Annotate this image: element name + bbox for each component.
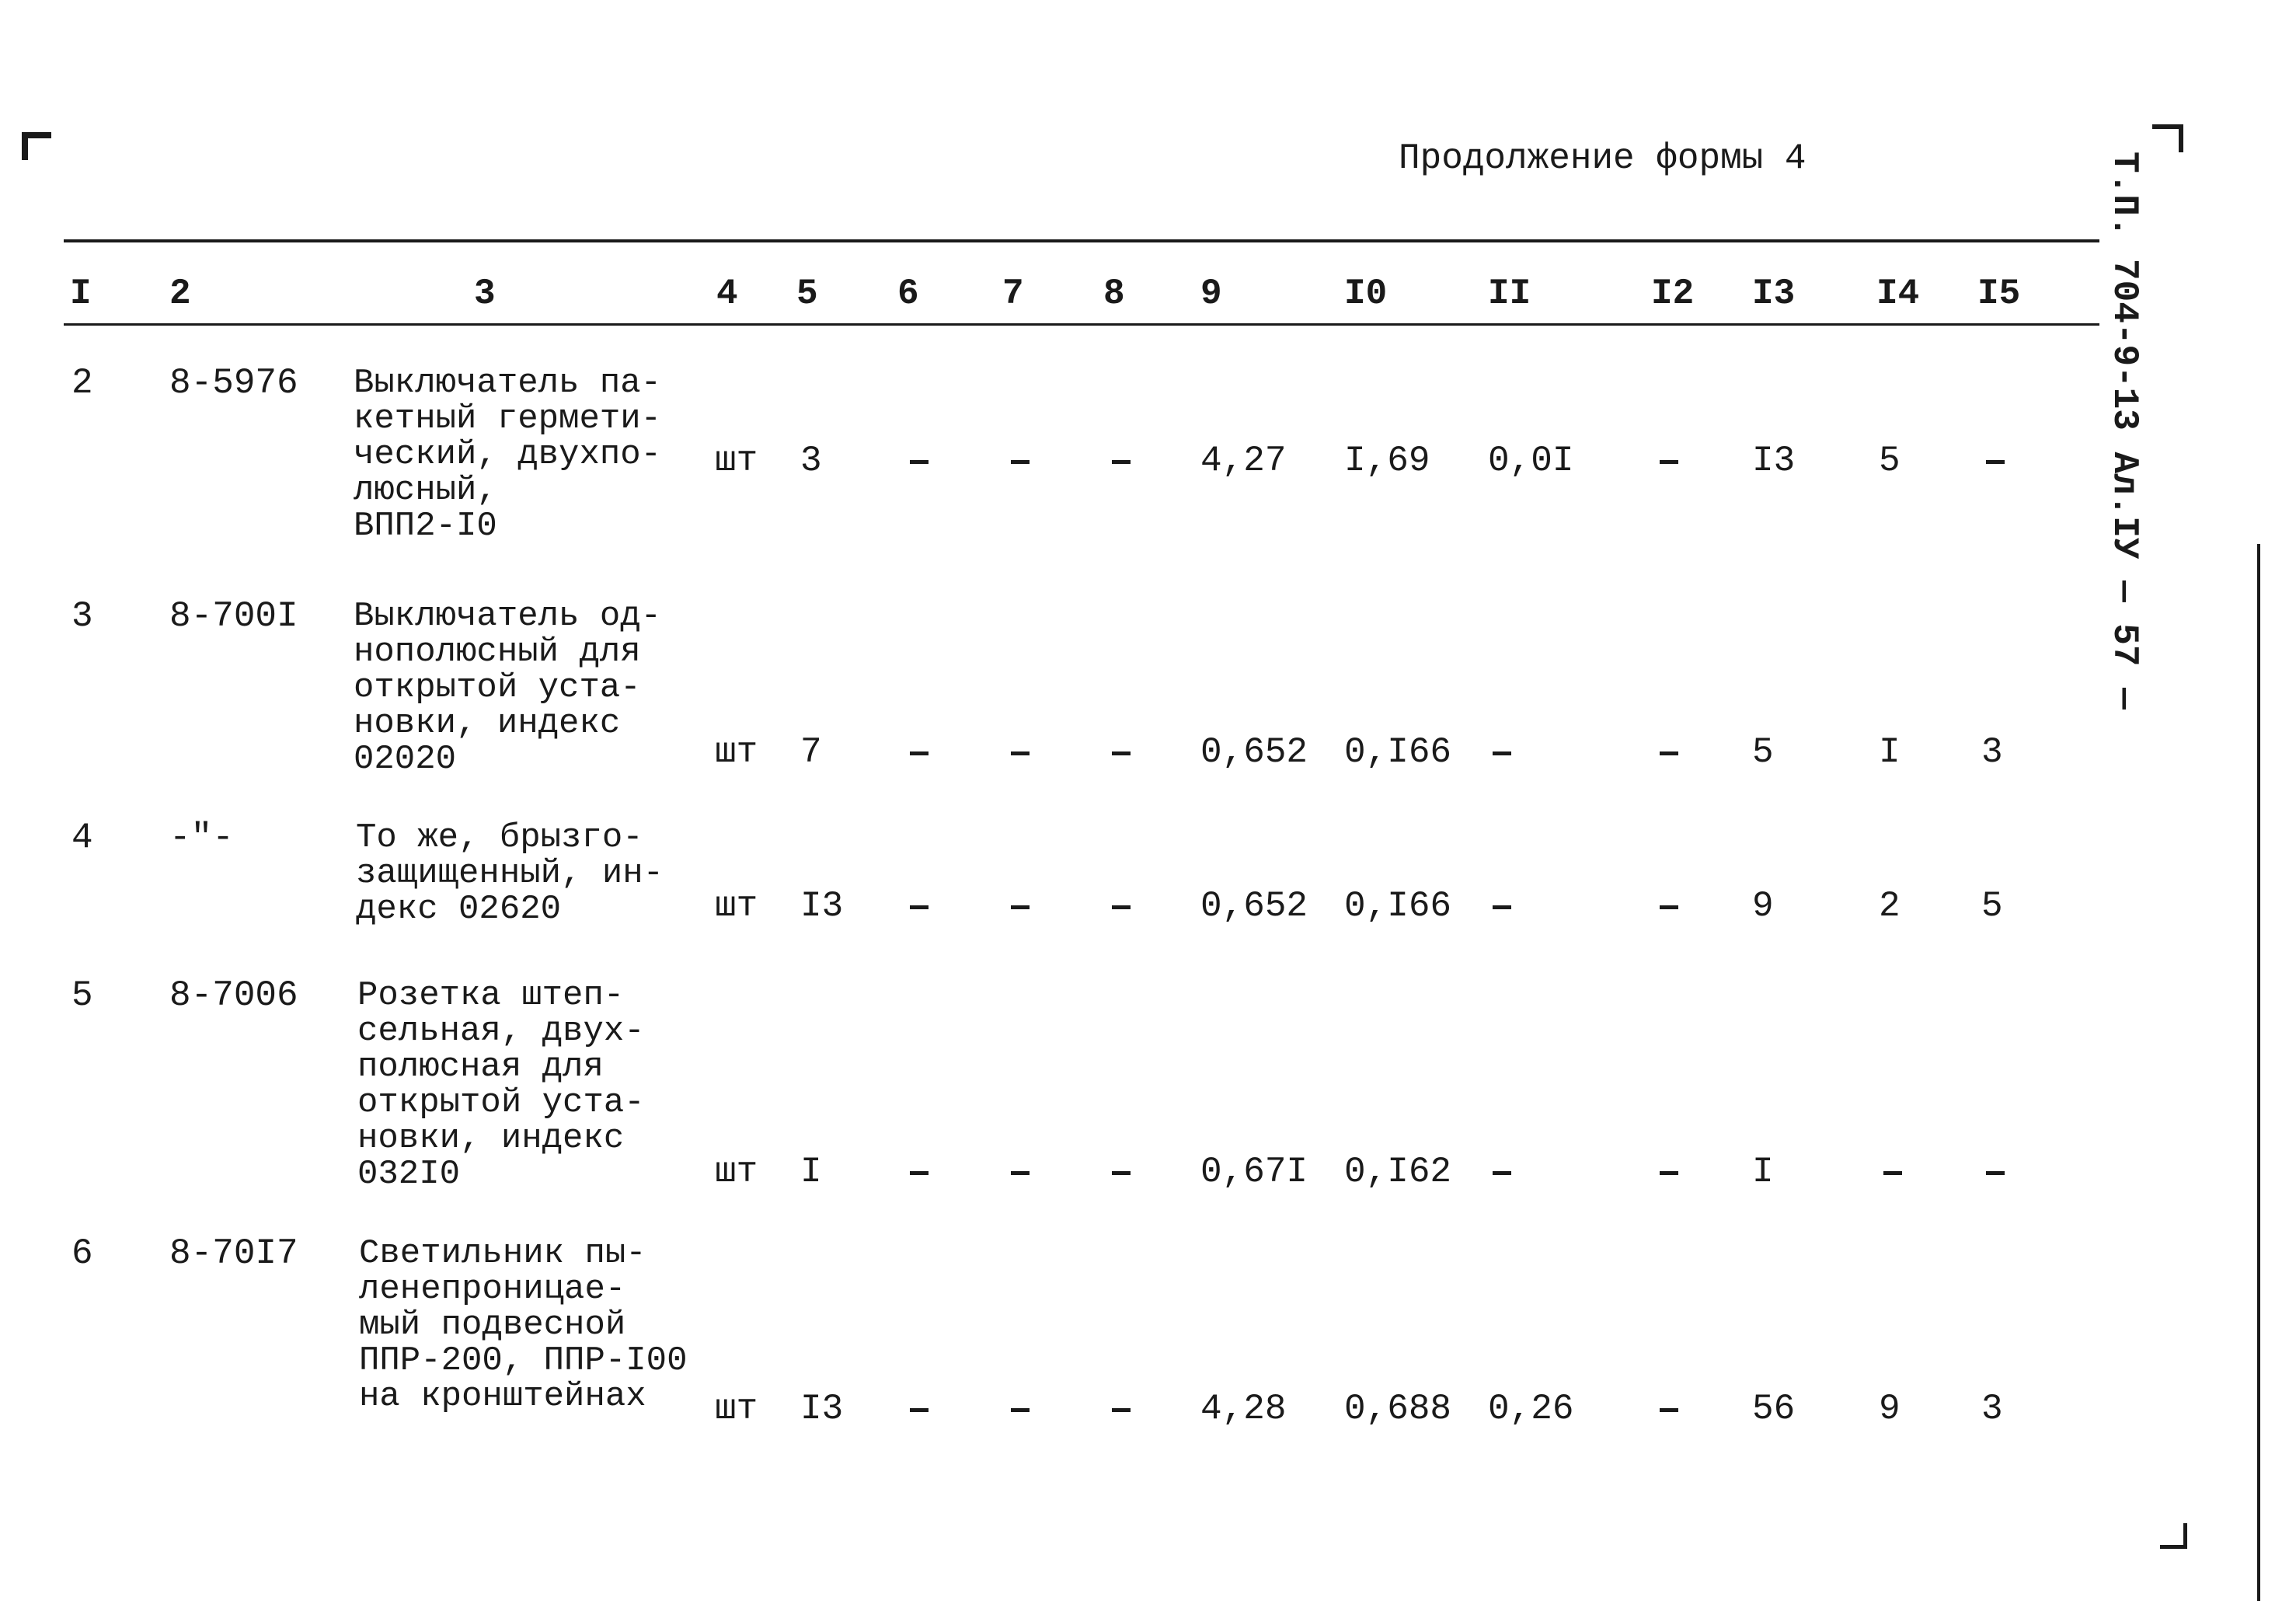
column-header: 3 (474, 274, 496, 314)
empty-dash (1011, 751, 1030, 755)
table-cell: 0,688 (1344, 1389, 1452, 1429)
table-cell: 2 (71, 363, 93, 403)
table-cell: 5 (1879, 441, 1901, 481)
empty-dash (1660, 751, 1678, 755)
side-document-code: Т.П. 704-9-13 Ал.IУ — 57 — (2104, 152, 2144, 710)
empty-dash (1660, 1171, 1678, 1175)
empty-dash (1011, 905, 1030, 909)
column-header: 9 (1200, 274, 1222, 314)
table-cell: I (1879, 732, 1901, 772)
table-cell: 5 (1752, 732, 1774, 772)
empty-dash (1493, 751, 1511, 755)
empty-dash (1660, 905, 1678, 909)
table-cell: 56 (1752, 1389, 1796, 1429)
table-cell: 5 (71, 975, 93, 1016)
table-cell: шт (715, 1389, 758, 1429)
table-cell: 0,0I (1488, 441, 1574, 481)
empty-dash (1112, 751, 1131, 755)
item-description: Розетка штеп- сельная, двух- полюсная для открытой уста- новки, индекс 032I0 (357, 976, 645, 1194)
column-header: II (1488, 274, 1531, 314)
table-cell: I (800, 1152, 822, 1192)
empty-dash (1883, 1171, 1902, 1175)
empty-dash (1011, 1408, 1030, 1412)
corner-mark-top-left (22, 132, 51, 160)
empty-dash (1493, 1171, 1511, 1175)
corner-mark-top-right (2152, 124, 2183, 152)
table-cell: шт (715, 441, 758, 481)
table-cell: 0,I66 (1344, 732, 1452, 772)
column-header: 6 (897, 274, 919, 314)
table-cell: I3 (1752, 441, 1796, 481)
item-description: То же, брызго- защищенный, ин- декс 02620 (356, 818, 664, 929)
item-description: Светильник пы- ленепроницае- мый подвесной ППР-200, ППР-I00 на кронштейнах (359, 1234, 688, 1416)
column-header: 5 (796, 274, 818, 314)
table-cell: 4,27 (1200, 441, 1287, 481)
table-cell: шт (715, 1152, 758, 1192)
empty-dash (1011, 1171, 1030, 1175)
table-cell: шт (715, 732, 758, 772)
table-cell: 3 (71, 596, 93, 636)
empty-dash (1112, 905, 1131, 909)
table-cell: 0,I62 (1344, 1152, 1452, 1192)
table-cell: I3 (800, 1389, 844, 1429)
table-cell: 8-5976 (169, 363, 298, 403)
column-header: I (70, 274, 92, 314)
item-description: Выключатель па- кетный гермети- ческий, двухпо- люсный, ВПП2-I0 (354, 364, 662, 546)
table-cell: 9 (1752, 886, 1774, 926)
table-cell: 3 (1981, 732, 2003, 772)
table-cell: 8-700I (169, 596, 298, 636)
table-cell: 0,I66 (1344, 886, 1452, 926)
table-cell: 0,67I (1200, 1152, 1308, 1192)
column-header: I5 (1977, 274, 2021, 314)
table-cell: 0,652 (1200, 886, 1308, 926)
table-cell: 2 (1879, 886, 1901, 926)
table-top-rule (64, 239, 2099, 242)
table-cell: 8-70I7 (169, 1233, 298, 1274)
continuation-title: Продолжение формы 4 (1399, 138, 1806, 179)
empty-dash (1986, 460, 2005, 464)
empty-dash (910, 1408, 929, 1412)
column-header: I4 (1876, 274, 1920, 314)
empty-dash (1112, 1408, 1131, 1412)
table-cell: 4 (71, 818, 93, 858)
table-cell: 6 (71, 1233, 93, 1274)
empty-dash (910, 751, 929, 755)
empty-dash (910, 1171, 929, 1175)
column-header: I0 (1344, 274, 1388, 314)
table-cell: 7 (800, 732, 822, 772)
item-description: Выключатель од- нополюсный для открытой уста- новки, индекс 02020 (354, 597, 662, 779)
empty-dash (1112, 460, 1131, 464)
column-header: 2 (169, 274, 191, 314)
column-header: 7 (1002, 274, 1024, 314)
table-cell: I (1752, 1152, 1774, 1192)
right-margin-line (2257, 544, 2260, 1601)
table-cell: 3 (1981, 1389, 2003, 1429)
empty-dash (910, 460, 929, 464)
table-cell: I3 (800, 886, 844, 926)
empty-dash (1986, 1171, 2005, 1175)
column-header: I3 (1752, 274, 1796, 314)
empty-dash (1660, 460, 1678, 464)
empty-dash (1660, 1408, 1678, 1412)
table-cell: 0,652 (1200, 732, 1308, 772)
empty-dash (1493, 905, 1511, 909)
empty-dash (1011, 460, 1030, 464)
table-cell: 8-7006 (169, 975, 298, 1016)
table-cell: 3 (800, 441, 822, 481)
table-cell: 5 (1981, 886, 2003, 926)
column-header: 4 (716, 274, 738, 314)
empty-dash (910, 905, 929, 909)
table-cell: 9 (1879, 1389, 1901, 1429)
table-cell: 4,28 (1200, 1389, 1287, 1429)
column-header: I2 (1651, 274, 1695, 314)
table-header-rule (64, 323, 2099, 326)
column-header: 8 (1103, 274, 1125, 314)
corner-mark-bottom-right (2160, 1523, 2187, 1549)
table-cell: -"- (169, 818, 234, 858)
table-cell: шт (715, 886, 758, 926)
table-cell: I,69 (1344, 441, 1430, 481)
empty-dash (1112, 1171, 1131, 1175)
table-cell: 0,26 (1488, 1389, 1574, 1429)
